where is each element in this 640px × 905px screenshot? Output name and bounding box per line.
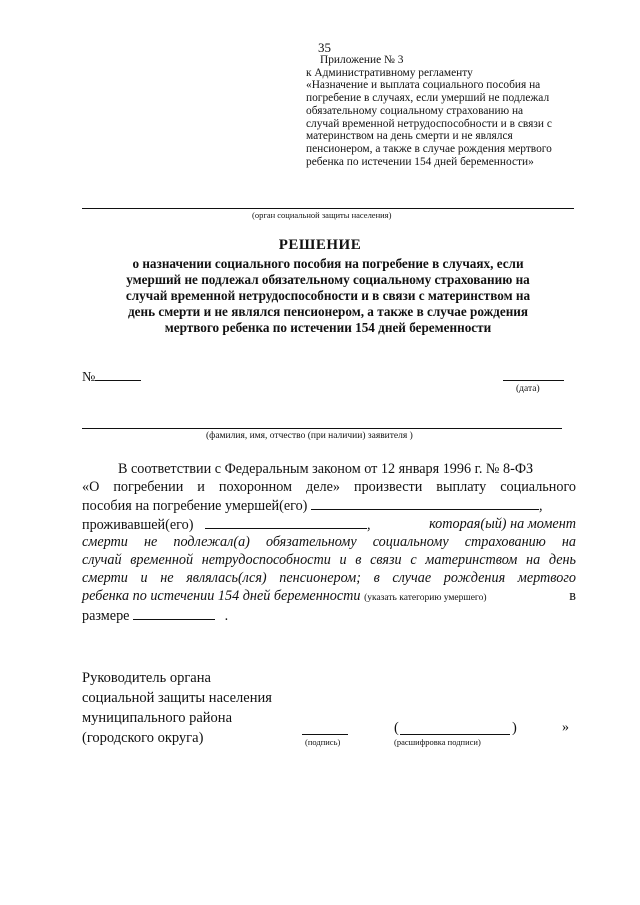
body-line [82,515,576,533]
signatory-line: социальной защиты населения [82,690,272,706]
appendix-line: Приложение № 3 [320,54,404,66]
decode-caption: (расшифровка подписи) [394,737,481,747]
body-text: , [538,498,543,515]
organ-line [82,208,574,209]
body-line [82,606,576,624]
body-text: . [224,607,229,624]
number-label: № [82,370,96,385]
deceased-name-blank[interactable] [311,496,539,510]
body-note: (указать категорию умершего) [364,593,487,604]
body-line: смерти и не являлась(лся) пенсионером; в случае рождения мертвого [82,570,576,587]
document-subtitle [78,256,578,336]
appendix-line: случай временной нетрудоспособности и в связи с [306,117,552,130]
amount-blank[interactable] [133,606,215,620]
body-text: в [569,588,576,605]
decode-line[interactable] [400,734,510,735]
close-paren: ) [512,720,517,736]
body-line: «О погребении и похоронном деле» произвести выплату социального [82,479,576,496]
body-line [82,496,576,514]
decision-body [82,460,576,624]
body-text: , [367,516,371,533]
appendix-line: пенсионером, а также в случае рождения мертвого [306,142,552,155]
organ-caption: (орган социальной защиты населения) [252,210,392,220]
subtitle-line: день смерти и не являлся пенсионером, а также в случае рождения [127,304,529,319]
body-line: смерти не подлежал(а) обязательному социальному страхованию на [82,533,576,550]
body-line: случай временной нетрудоспособности и в связи с материнством на день [82,551,576,568]
body-text: ребенка по истечении 154 дней беременности [82,588,361,605]
body-text: которая(ый) на момент [429,515,576,532]
body-text: В соответствии с Федеральным законом от 12 января 1996 г. № 8-ФЗ [118,461,534,477]
body-text: пособия на погребение умершей(его) [82,498,308,515]
signature-line[interactable] [302,734,348,735]
appendix-note [306,54,574,168]
appendix-line: к Административному регламенту [306,66,473,79]
appendix-line: обязательному социальному страхованию на [306,104,524,117]
open-paren: ( [394,720,399,736]
number-blank[interactable] [95,367,141,381]
subtitle-line: мертвого ребенка по истечении 154 дней беременности [164,320,492,335]
document-title: РЕШЕНИЕ [278,237,362,253]
body-text: проживавшей(его) [82,516,194,533]
signatory-line: муниципального района [82,710,232,726]
body-text: размере [82,607,130,624]
decision-number [82,367,141,386]
signatory-line: Руководитель органа [82,670,211,686]
closing-quote: » [562,720,569,735]
applicant-caption: (фамилия, имя, отчество (при наличии) заявителя ) [206,431,413,441]
page-number: 35 [318,40,331,55]
signatory-line: (городского округа) [82,730,204,746]
body-line [82,460,576,478]
appendix-line: материнством на день смерти и не являлся [306,130,513,143]
signatory-title [82,668,272,748]
subtitle-line: о назначении социального пособия на погребение в случаях, если [132,256,524,271]
appendix-line: погребение в случаях, если умерший не подлежал [306,92,550,105]
date-caption: (дата) [516,384,540,394]
signature-caption: (подпись) [305,737,341,747]
appendix-line: «Назначение и выплата социального пособия на [306,79,541,92]
applicant-line[interactable] [82,428,562,429]
date-line[interactable] [503,380,564,381]
residence-blank[interactable] [205,515,367,529]
subtitle-line: умерший не подлежал обязательному социальному страхованию на [126,272,530,287]
appendix-line: ребенка по истечении 154 дней беременности» [306,155,534,168]
subtitle-line: случай временной нетрудоспособности и в связи с материнством на [125,288,531,303]
body-line [82,587,576,605]
